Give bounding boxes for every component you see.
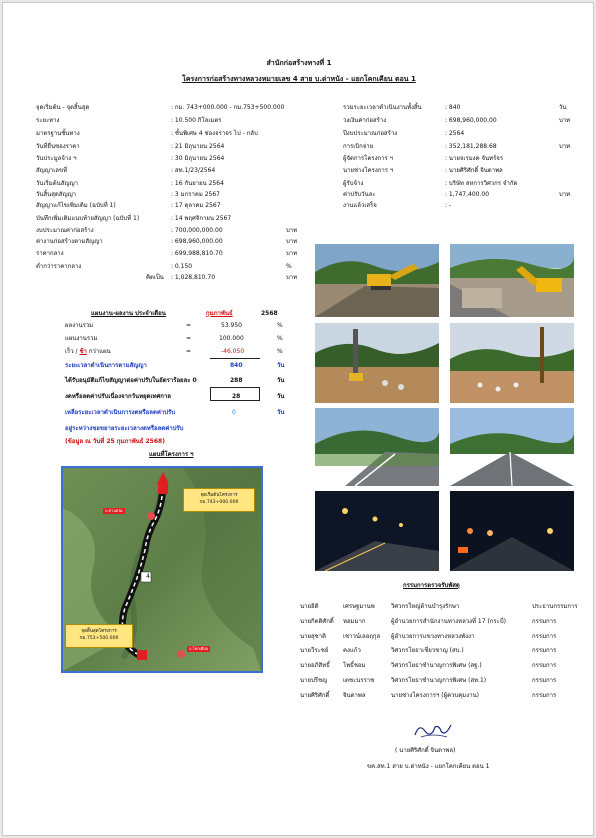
committee-last-name: จินดาพล xyxy=(343,692,366,699)
left-info-value: : กม. 743+000.000 - กม.753+500.000 xyxy=(171,104,285,111)
underline-rule xyxy=(210,358,260,359)
remaining-unit: วัน xyxy=(277,409,285,416)
right-info-label: วงเงินค่าก่อสร้าง xyxy=(343,117,387,124)
left-info-unit: บาท xyxy=(286,250,298,257)
committee-first-name: นายอภิสิทธิ์ xyxy=(300,662,330,669)
contract-duration-label: ระยะเวลาดำเนินการตามสัญญา xyxy=(65,362,147,369)
plan-progress-label: แผนงานรวม xyxy=(65,335,98,342)
committee-first-name: นายสุชาติ xyxy=(300,633,326,640)
committee-last-name: หอมมาก xyxy=(343,618,366,625)
site-photo-road-day-1 xyxy=(315,408,439,486)
left-info-value: : 700,000,000.00 xyxy=(171,227,223,234)
extension-value: 288 xyxy=(230,377,243,384)
left-info-value: : 0.150 xyxy=(171,263,193,270)
committee-last-name: เชาวน์เลอฤกุล xyxy=(343,633,381,640)
left-info-value: : 10.500 กิโลเมตร xyxy=(171,117,222,124)
left-info-label: วันเริ่มต้นสัญญา xyxy=(36,180,78,187)
right-info-unit: วัน xyxy=(559,104,567,111)
left-info-value: : 14 พฤศจิกายน 2567 xyxy=(171,215,232,222)
committee-role: กรรมการ xyxy=(532,618,557,625)
left-info-label: สัญญาแก้ไขเพิ่มเติม (ฉบับที่ 1) xyxy=(36,202,116,209)
remaining-label: เหลือระยะเวลาดำเนินการงดหรือลดค่าปรับ xyxy=(65,409,176,416)
committee-first-name: นายศิริศักดิ์ xyxy=(300,692,330,699)
committee-position: วิศวกรโยธาชำนาญการพิเศษ (สท.1) xyxy=(391,677,487,684)
project-title: โครงการก่อสร้างทางหลวงหมายเลข 4 สาย บ.ด่าหนัง - แยกโคกเคียน ตอน 1 xyxy=(182,75,416,83)
site-photo-road-day-2 xyxy=(450,408,574,486)
actual-progress-unit: % xyxy=(277,322,283,329)
left-info-unit: % xyxy=(286,263,292,270)
left-info-label: ต่ำกว่าราคากลาง xyxy=(36,263,82,270)
variance-label-suffix: กว่าแผน xyxy=(86,348,111,355)
variance-label-fast: เร็ว / xyxy=(65,348,80,355)
left-info-value: : สท.1/23/2564 xyxy=(171,167,216,174)
right-info-value: : 352,181,288.68 xyxy=(445,143,497,150)
plan-progress-unit: % xyxy=(277,335,283,342)
left-info-label: วันสิ้นสุดสัญญา xyxy=(36,191,77,198)
committee-first-name: นายวีระชย์ xyxy=(300,647,329,654)
left-info-label: ราคากลาง xyxy=(36,250,64,257)
left-info-label: สัญญาเลขที่ xyxy=(36,167,68,174)
variance-eq: = xyxy=(186,348,192,355)
place-label-end: บ.โคกเคียน xyxy=(189,646,209,651)
start-callout-km: กม.743+000.000 xyxy=(199,500,239,505)
committee-position: ผู้อำนวยการแขวงทางหลวงพังงา xyxy=(391,633,475,640)
end-callout-label: จุดสิ้นสุดโครงการ xyxy=(81,629,117,634)
road-number-label: 4 xyxy=(146,573,150,580)
left-info-unit: บาท xyxy=(286,274,298,281)
committee-role: ประธานกรรมการ xyxy=(532,603,578,610)
right-info-value: : 698,960,000.00 xyxy=(445,117,497,124)
project-map xyxy=(61,466,263,673)
left-info-label: ระยะทาง xyxy=(36,117,60,124)
committee-title: กรรมการตรวจรับพัสดุ xyxy=(403,582,460,589)
start-callout xyxy=(183,488,255,512)
committee-role: กรรมการ xyxy=(532,662,557,669)
end-callout xyxy=(65,624,133,648)
actual-progress-eq: = xyxy=(186,322,192,329)
left-info-unit: บาท xyxy=(286,238,298,245)
pending-note: อยู่ระหว่างขอขยายระยะเวลางดหรือลดค่าปรับ xyxy=(65,425,184,432)
signatory-name: ( นายศิริศักดิ์ จินดาพล) xyxy=(395,747,456,754)
extension-label: ได้รับอนุมัติแก้ไขสัญญาต่อค่าปรับในอัตราร้อยละ 0 xyxy=(65,377,197,384)
contract-duration-unit: วัน xyxy=(277,362,285,369)
contract-duration-value: 840 xyxy=(230,362,243,369)
left-info-label: ค่างานก่อสร้างตามสัญญา xyxy=(36,238,103,245)
right-info-label: ผู้รับจ้าง xyxy=(343,180,364,187)
committee-position: วิศวกรใหญ่ด้านบำรุงรักษา xyxy=(391,603,460,610)
remaining-value: 0 xyxy=(232,409,236,416)
right-info-unit: บาท xyxy=(559,117,571,124)
signatory-title: ขค.สท.1 สาย บ.ด่าหนัง - แยกโคกเคียน ตอน 1 xyxy=(367,763,490,770)
right-info-label: นายช่างโครงการ ฯ xyxy=(343,167,394,174)
right-info-label: งานแล้วเสร็จ xyxy=(343,202,377,209)
right-info-value: : นายศิริศักดิ์ จินดาพล xyxy=(445,167,503,174)
right-info-value: : 2564 xyxy=(445,130,465,137)
committee-position: วิศวกรโยธาเชี่ยวชาญ (สบ.) xyxy=(391,647,464,654)
actual-progress-label: ผลงานรวม xyxy=(65,322,94,329)
actual-progress-value: 53.950 xyxy=(221,322,242,329)
left-info-label: งบประมาณค่าก่อสร้าง xyxy=(36,227,94,234)
right-info-unit: บาท xyxy=(559,143,571,150)
site-photo-road-night-1 xyxy=(315,491,439,571)
committee-last-name: เศรษฐมานพ xyxy=(343,603,375,610)
variance-label xyxy=(65,347,111,357)
left-info-label: คิดเป็น xyxy=(146,274,164,281)
place-label-start: บ.ด่านหนัง xyxy=(105,508,123,513)
left-info-value: : 698,960,000.00 xyxy=(171,238,223,245)
right-info-value: : 840 xyxy=(445,104,461,111)
progress-year: 2568 xyxy=(261,310,278,317)
site-photo-piling-1 xyxy=(315,323,439,403)
committee-first-name: นายกิตติศักดิ์ xyxy=(300,618,334,625)
committee-last-name: โพธิ์ชอม xyxy=(343,662,366,669)
progress-month: กุมภาพันธ์ xyxy=(206,310,233,317)
end-callout-km: กม.753+500.000 xyxy=(79,636,119,641)
right-info-value: : บริษัท สหการวิศวกร จำกัด xyxy=(445,180,518,187)
left-info-value: : 30 มิถุนายน 2564 xyxy=(171,155,225,162)
site-photo-piling-2 xyxy=(450,323,574,403)
site-photo-excavator-1 xyxy=(315,244,439,317)
variance-label-slow: ช้า xyxy=(79,348,87,355)
committee-position: ผู้อำนวยการสำนักงานทางหลวงที่ 17 (กระบี่) xyxy=(391,618,507,625)
left-info-value: : 21 มิถุนายน 2564 xyxy=(171,143,225,150)
left-info-label: บันทึกเพิ่มเติมแนบท้ายสัญญา (ฉบับที่ 1) xyxy=(36,215,140,222)
report-page xyxy=(2,2,594,836)
plan-progress-value: 100.000 xyxy=(219,335,244,342)
right-info-label: ผู้จัดการโครงการ ฯ xyxy=(343,155,394,162)
left-info-label: มาตรฐานชั้นทาง xyxy=(36,130,80,137)
left-info-value: : 1,028,810.70 xyxy=(171,274,216,281)
right-info-label: การเบิกจ่าย xyxy=(343,143,374,150)
left-info-value: : ชั้นพิเศษ 4 ช่องจราจร ไป - กลับ xyxy=(171,130,258,137)
left-info-label: วันที่ยื่นซองราคา xyxy=(36,143,80,150)
left-info-value: : 16 กันยายน 2564 xyxy=(171,180,224,187)
committee-first-name: นายอิติ xyxy=(300,603,319,610)
committee-position: วิศวกรโยธาชำนาญการพิเศษ (สฐ.) xyxy=(391,662,482,669)
right-info-value: : - xyxy=(445,202,452,209)
variance-unit: % xyxy=(277,348,283,355)
right-info-unit: บาท xyxy=(559,191,571,198)
signature-mark xyxy=(411,719,455,741)
plan-progress-eq: = xyxy=(186,335,192,342)
right-info-label: ปีงบประมาณก่อสร้าง xyxy=(343,130,398,137)
extension-unit: วัน xyxy=(277,377,285,384)
left-info-value: : 699,988,810.70 xyxy=(171,250,223,257)
office-title: สำนักก่อสร้างทางที่ 1 xyxy=(266,59,332,67)
holiday-value: 28 xyxy=(232,393,241,400)
committee-position: นายช่างโครงการฯ (ผู้ควบคุมงาน) xyxy=(391,692,480,699)
committee-role: กรรมการ xyxy=(532,677,557,684)
site-photo-road-night-2 xyxy=(450,491,574,571)
holiday-value-box xyxy=(210,387,260,401)
right-info-value: : นายจเรมงค จันทร์จร xyxy=(445,155,504,162)
map-title: แผนที่โครงการ ฯ xyxy=(149,451,194,458)
right-info-label: รวมระยะเวลาดำเนินงานทั้งสิ้น xyxy=(343,104,422,111)
variance-value: -46.050 xyxy=(221,348,245,355)
progress-heading: แผนงาน-ผลงาน ประจำเดือน xyxy=(91,310,166,317)
holiday-unit: วัน xyxy=(277,393,285,400)
left-info-value: : 17 ตุลาคม 2567 xyxy=(171,202,221,209)
holiday-label: งดหรือลดค่าปรับเนื่องจากวันหยุดเทศกาล xyxy=(65,393,171,400)
data-date-note: (ข้อมูล ณ วันที่ 25 กุมภาพันธ์ 2568) xyxy=(65,438,165,445)
left-info-unit: บาท xyxy=(286,227,298,234)
committee-first-name: นายปรีชญ xyxy=(300,677,328,684)
left-info-label: จุดเริ่มต้น - จุดสิ้นสุด xyxy=(36,104,90,111)
committee-role: กรรมการ xyxy=(532,692,557,699)
committee-last-name: คงแก้ว xyxy=(343,647,361,654)
right-info-label: ค่าปรับวันละ xyxy=(343,191,376,198)
committee-last-name: เตชะนรราช xyxy=(343,677,375,684)
committee-role: กรรมการ xyxy=(532,633,557,640)
left-info-value: : 3 มกราคม 2567 xyxy=(171,191,220,198)
committee-role: กรรมการ xyxy=(532,647,557,654)
right-info-value: : 1,747,400.00 xyxy=(445,191,490,198)
start-callout-label: จุดเริ่มต้นโครงการ xyxy=(200,493,238,498)
site-photo-excavator-2 xyxy=(450,244,574,317)
left-info-label: วันประมูลจ้าง ฯ xyxy=(36,155,77,162)
